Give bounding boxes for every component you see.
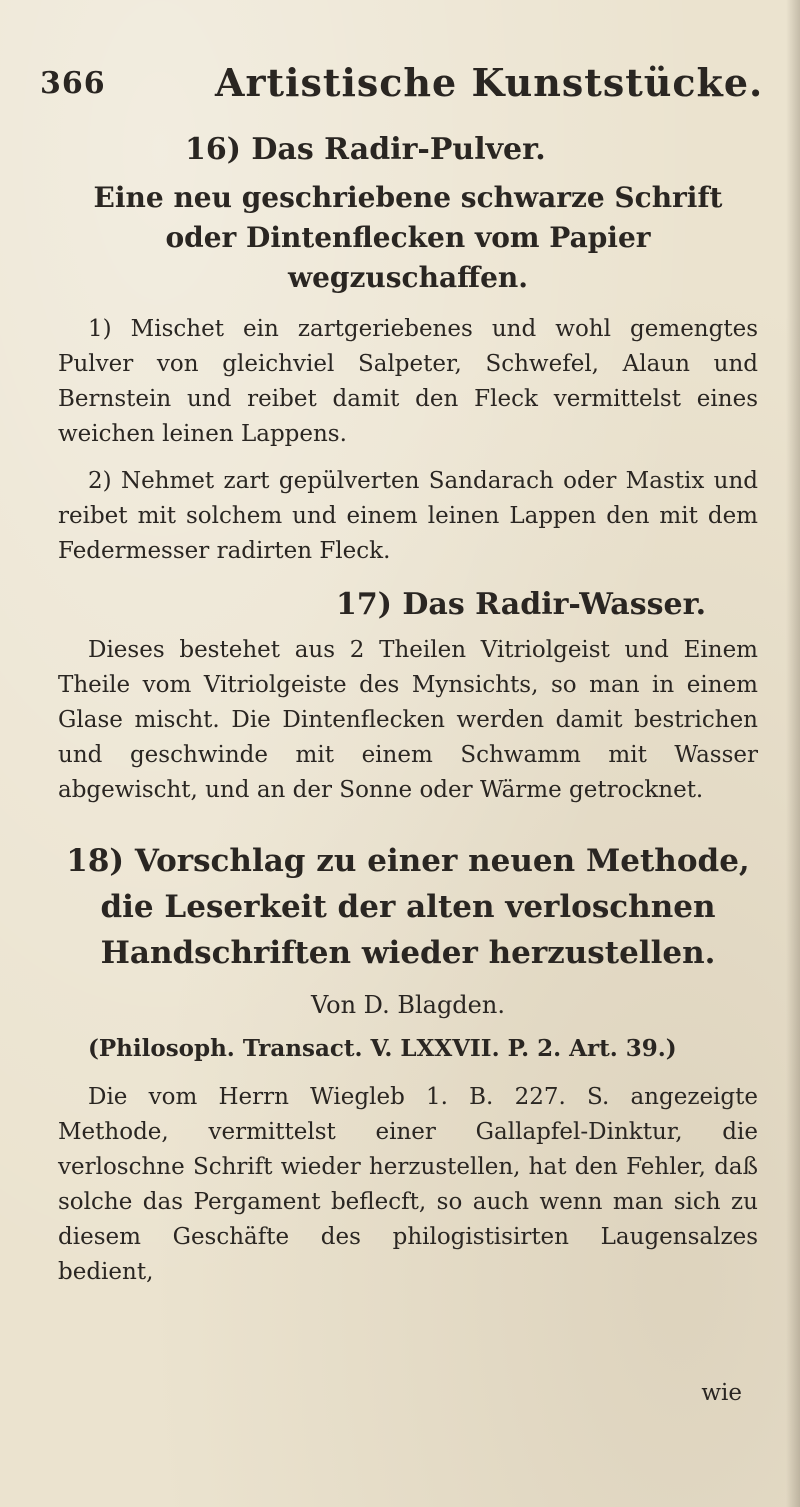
paragraph: 2) Nehmet zart gepülverten Sandarach oder Mastix und reibet mit solchem und einem leinen Lappen den mit dem Federmesser radirten Fleck. <box>58 468 758 564</box>
section-title: 18) Vorschlag zu einer neuen Methode, die Leserkeit der alten verloschnen Handschriften wieder herzustellen. <box>66 843 750 971</box>
section-16 <box>58 128 758 569</box>
source-citation: (Philosoph. Transact. V. LXXVII. P. 2. Art. 39.) <box>88 1035 677 1062</box>
page-number: 366 <box>40 66 106 101</box>
recipe-title: Eine neu geschriebene schwarze Schrift oder Dintenflecken vom Papier wegzuschaffen. <box>93 181 723 294</box>
section-heading: 17) Das Radir-Wasser. <box>336 587 707 622</box>
section-heading: 16) Das Radir-Pulver. <box>185 132 546 167</box>
section-17 <box>58 583 758 808</box>
paragraph: Die vom Herrn Wiegleb 1. B. 227. S. angezeigte Methode, vermittelst einer Gallapfel-Dinktur, die verloschne Schrift wieder herzustellen, hat den Fehler, daß solche das Pergament beflecft, so auch wenn man sich zu diesem Geschäfte des philogistisirten Laugensalzes bedient, <box>58 1084 758 1285</box>
section-18 <box>58 838 758 1290</box>
paragraph: 1) Mischet ein zartgeriebenes und wohl gemengtes Pulver von gleichviel Salpeter, Schwefel, Alaun und Bernstein und reibet damit den Fleck vermittelst eines weichen leinen Lappens. <box>58 316 758 447</box>
catchword: wie <box>701 1380 742 1406</box>
page-header <box>40 58 780 106</box>
running-head: Artistische Kunststücke. <box>215 60 764 105</box>
page-edge-shadow <box>786 0 800 1507</box>
author-line: Von D. Blagden. <box>311 991 505 1019</box>
page-content <box>58 128 758 1302</box>
paragraph: Dieses bestehet aus 2 Theilen Vitriolgeist und Einem Theile vom Vitriolgeiste des Mynsichts, so man in einem Glase mischt. Die Dintenflecken werden damit bestrichen und geschwinde mit einem Schwamm mit Wasser abgewischt, und an der Sonne oder Wärme getrocknet. <box>58 637 758 803</box>
